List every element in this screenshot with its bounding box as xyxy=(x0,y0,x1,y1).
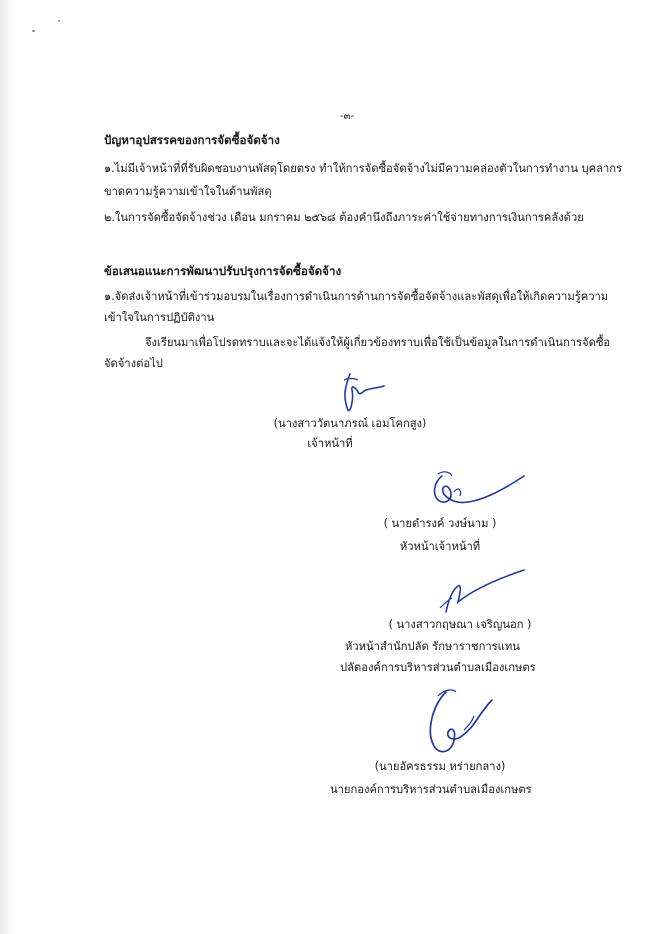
signatory-3-title-2: ปลัดองค์การบริหารส่วนตำบลเมืองเกษตร xyxy=(340,661,536,674)
scan-edge-shadow xyxy=(0,0,18,934)
page-number: -๓- xyxy=(340,111,355,122)
suggestions-heading: ข้อเสนอแนะการพัฒนาปรับปรุงการจัดซื้อจัดจ้าง xyxy=(104,264,342,278)
closing-line-2: จัดจ้างต่อไป xyxy=(104,357,163,370)
signatory-1-title: เจ้าหน้าที่ xyxy=(307,437,353,450)
suggestion-item-1-line-2: เข้าใจในการปฏิบัติงาน xyxy=(104,311,215,324)
signatory-4-title: นายกองค์การบริหารส่วนตำบลเมืองเกษตร xyxy=(330,783,532,796)
problems-heading: ปัญหาอุปสรรคของการจัดซื้อจัดจ้าง xyxy=(104,133,280,147)
scan-speck xyxy=(58,20,60,22)
scan-speck xyxy=(32,30,35,32)
signature-4-image xyxy=(418,686,508,758)
problem-item-2: ๒.ในการจัดซื้อจัดจ้างช่วง เดือน มกราคม ๒๕๖๘ ต้องคำนึงถึงภาระค่าใช้จ่ายทางการเงินการคลังด้วย xyxy=(104,211,584,224)
signatory-1-name: (นางสาววัตนาภรณ์ เอมโคกสูง) xyxy=(273,417,427,430)
suggestion-item-1-line-1: ๑.จัดส่งเจ้าหน้าที่เข้าร่วมอบรมในเรื่องการดำเนินการด้านการจัดซื้อจัดจ้างและพัสดุเพื่อให้เกิดความรู้ความ xyxy=(104,290,609,303)
signatory-3-name: ( นางสาวกฤษณา เจริญนอก ) xyxy=(388,618,532,631)
problem-item-1-line-1: ๑.ไม่มีเจ้าหน้าที่ที่รับผิดชอบงานพัสดุโดยตรง ทำให้การจัดซื้อจัดจ้างไม่มีความคล่องตัวในการทำงาน บุคลากร xyxy=(104,162,623,175)
signature-1-image xyxy=(328,370,388,418)
signature-2-image xyxy=(428,468,528,512)
signatory-2-title: หัวหน้าเจ้าหน้าที่ xyxy=(399,540,481,553)
signatory-3-title: หัวหน้าสำนักปลัด รักษาราชการแทน xyxy=(345,640,520,653)
signatory-4-name: (นายอัครธรรม หร่ายกลาง) xyxy=(374,760,506,773)
signatory-2-name: ( นายดำรงค์ วงษ์นาม ) xyxy=(383,517,497,530)
problem-item-1-line-2: ขาดความรู้ความเข้าใจในด้านพัสดุ xyxy=(104,185,272,198)
signature-3-image xyxy=(428,568,528,616)
closing-line-1: จึงเรียนมาเพื่อโปรดทราบและจะได้แจ้งให้ผู้เกี่ยวข้องทราบเพื่อใช้เป็นข้อมูลในการดำเนินการจัดซื้อ xyxy=(145,336,611,349)
